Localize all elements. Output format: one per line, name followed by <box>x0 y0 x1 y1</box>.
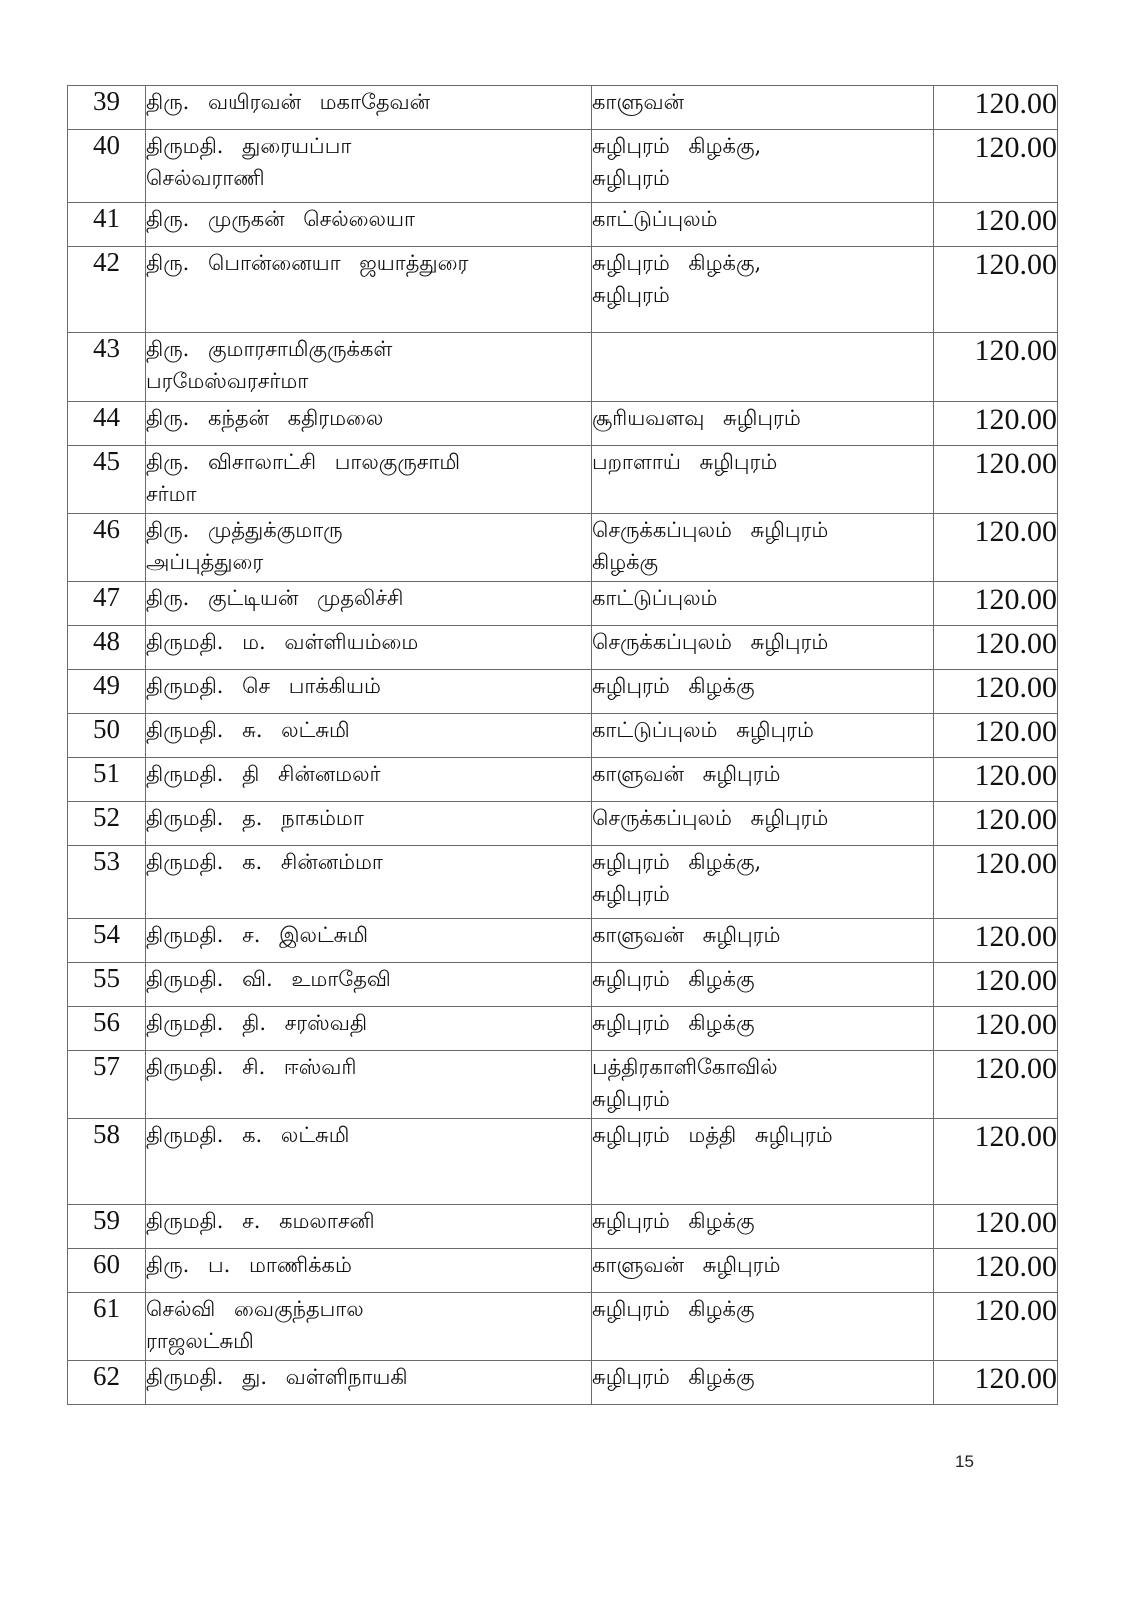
address-cell <box>592 670 934 714</box>
table-row <box>68 963 1058 1007</box>
address-line: செருக்கப்புலம் சுழிபுரம் <box>592 518 829 542</box>
address-line: சுழிபுரம் கிழக்கு, <box>592 850 762 874</box>
address-line: சூரியவளவு சுழிபுரம் <box>592 406 801 430</box>
person-name-line: திருமதி. க. லட்சுமி <box>146 1123 350 1147</box>
address-line: சுழிபுரம் <box>592 882 670 906</box>
person-name-cell <box>146 670 592 714</box>
address-cell <box>592 446 934 514</box>
person-name-cell <box>146 1249 592 1293</box>
amount-cell: 120.00 <box>934 1205 1058 1249</box>
amount-cell: 120.00 <box>934 714 1058 758</box>
amount-cell: 120.00 <box>934 802 1058 846</box>
table-row <box>68 1007 1058 1051</box>
row-number: 47 <box>68 582 146 626</box>
table-row <box>68 1249 1058 1293</box>
address-cell <box>592 402 934 446</box>
person-name-cell <box>146 247 592 333</box>
address-cell <box>592 626 934 670</box>
person-name-line: திருமதி. ச. கமலாசனி <box>146 1209 375 1233</box>
address-line: சுழிபுரம் கிழக்கு <box>592 1297 755 1321</box>
address-line: சுழிபுரம் <box>592 166 670 190</box>
person-name-line: திரு. பொன்னையா ஜயாத்துரை <box>146 251 469 275</box>
person-name-cell <box>146 963 592 1007</box>
person-name-line: திரு. கந்தன் கதிரமலை <box>146 406 384 430</box>
person-name-line: செல்வி வைகுந்தபால <box>146 1297 364 1321</box>
address-line: பத்திரகாளிகோவில் <box>592 1055 778 1079</box>
address-cell <box>592 247 934 333</box>
row-number: 54 <box>68 919 146 963</box>
person-name-cell <box>146 919 592 963</box>
row-number: 56 <box>68 1007 146 1051</box>
table-row <box>68 670 1058 714</box>
address-line: சுழிபுரம் <box>592 1087 670 1111</box>
person-name-cell <box>146 1205 592 1249</box>
address-line: செருக்கப்புலம் சுழிபுரம் <box>592 806 829 830</box>
person-name-line: பரமேஸ்வரசர்மா <box>146 369 309 393</box>
amount-cell: 120.00 <box>934 446 1058 514</box>
address-cell <box>592 1119 934 1205</box>
address-line: சுழிபுரம் கிழக்கு <box>592 1209 755 1233</box>
person-name-cell <box>146 626 592 670</box>
person-name-line: திருமதி. ச. இலட்சுமி <box>146 923 369 947</box>
address-line: காட்டுப்புலம் <box>592 207 718 231</box>
person-name-line: திரு. குட்டியன் முதலிச்சி <box>146 586 404 610</box>
address-cell <box>592 802 934 846</box>
person-name-cell <box>146 802 592 846</box>
amount-cell: 120.00 <box>934 402 1058 446</box>
person-name-cell <box>146 203 592 247</box>
address-cell <box>592 758 934 802</box>
row-number: 45 <box>68 446 146 514</box>
person-name-line: செல்வராணி <box>146 166 265 190</box>
table-row <box>68 1361 1058 1405</box>
address-line: சுழிபுரம் கிழக்கு <box>592 967 755 991</box>
beneficiary-table <box>67 85 1058 1405</box>
address-cell <box>592 1361 934 1405</box>
table-body <box>68 86 1058 1405</box>
address-line: கிழக்கு <box>592 550 659 574</box>
person-name-line: திருமதி. த. நாகம்மா <box>146 806 364 830</box>
person-name-line: திருமதி. செ பாக்கியம் <box>146 674 381 698</box>
person-name-cell <box>146 1051 592 1119</box>
address-line: சுழிபுரம் கிழக்கு <box>592 1011 755 1035</box>
row-number: 51 <box>68 758 146 802</box>
amount-cell: 120.00 <box>934 1361 1058 1405</box>
table-row <box>68 802 1058 846</box>
address-cell <box>592 203 934 247</box>
table-row <box>68 714 1058 758</box>
person-name-cell <box>146 1293 592 1361</box>
address-cell <box>592 582 934 626</box>
row-number: 57 <box>68 1051 146 1119</box>
person-name-cell <box>146 86 592 130</box>
address-line: காட்டுப்புலம் சுழிபுரம் <box>592 718 814 742</box>
row-number: 58 <box>68 1119 146 1205</box>
person-name-cell <box>146 1007 592 1051</box>
person-name-cell <box>146 514 592 582</box>
person-name-line: திரு. முருகன் செல்லையா <box>146 207 415 231</box>
person-name-line: சர்மா <box>146 482 197 506</box>
person-name-line: அப்புத்துரை <box>146 550 264 574</box>
amount-cell: 120.00 <box>934 1119 1058 1205</box>
address-line: காட்டுப்புலம் <box>592 586 718 610</box>
person-name-line: திருமதி. துரையப்பா <box>146 134 352 158</box>
row-number: 53 <box>68 846 146 919</box>
amount-cell: 120.00 <box>934 1249 1058 1293</box>
table-row <box>68 1293 1058 1361</box>
row-number: 40 <box>68 130 146 203</box>
amount-cell: 120.00 <box>934 626 1058 670</box>
address-line: காளுவன் சுழிபுரம் <box>592 923 781 947</box>
amount-cell: 120.00 <box>934 1007 1058 1051</box>
amount-cell: 120.00 <box>934 670 1058 714</box>
person-name-line: திருமதி. சி. ஈஸ்வரி <box>146 1055 357 1079</box>
person-name-cell <box>146 333 592 402</box>
row-number: 48 <box>68 626 146 670</box>
table-row <box>68 446 1058 514</box>
table-row <box>68 582 1058 626</box>
person-name-line: திருமதி. தி சின்னமலர் <box>146 762 381 786</box>
table-row <box>68 919 1058 963</box>
address-cell <box>592 130 934 203</box>
table-row <box>68 1205 1058 1249</box>
address-line: சுழிபுரம் கிழக்கு <box>592 1365 755 1389</box>
address-cell <box>592 714 934 758</box>
person-name-line: திருமதி. து. வள்ளிநாயகி <box>146 1365 408 1389</box>
row-number: 52 <box>68 802 146 846</box>
person-name-line: திரு. வயிரவன் மகாதேவன் <box>146 90 431 114</box>
person-name-line: திருமதி. வி. உமாதேவி <box>146 967 391 991</box>
page-number: 15 <box>955 1452 974 1471</box>
address-cell <box>592 1205 934 1249</box>
person-name-line: திருமதி. சு. லட்சுமி <box>146 718 350 742</box>
row-number: 39 <box>68 86 146 130</box>
person-name-line: திரு. ப. மாணிக்கம் <box>146 1253 352 1277</box>
person-name-cell <box>146 130 592 203</box>
table-row <box>68 1051 1058 1119</box>
person-name-cell <box>146 446 592 514</box>
person-name-line: திரு. முத்துக்குமாரு <box>146 518 343 542</box>
person-name-cell <box>146 402 592 446</box>
address-line: காளுவன் சுழிபுரம் <box>592 1253 781 1277</box>
row-number: 41 <box>68 203 146 247</box>
address-cell <box>592 1007 934 1051</box>
address-line: சுழிபுரம் கிழக்கு, <box>592 251 762 275</box>
address-line: காளுவன் சுழிபுரம் <box>592 762 781 786</box>
table-row <box>68 1119 1058 1205</box>
row-number: 50 <box>68 714 146 758</box>
amount-cell: 120.00 <box>934 582 1058 626</box>
person-name-line: திருமதி. ம. வள்ளியம்மை <box>146 630 419 654</box>
address-line: காளுவன் <box>592 90 684 114</box>
person-name-cell <box>146 714 592 758</box>
address-line: சுழிபுரம் கிழக்கு, <box>592 134 762 158</box>
amount-cell: 120.00 <box>934 203 1058 247</box>
address-cell <box>592 846 934 919</box>
amount-cell: 120.00 <box>934 130 1058 203</box>
amount-cell: 120.00 <box>934 1293 1058 1361</box>
person-name-cell <box>146 846 592 919</box>
address-line: பறாளாய் சுழிபுரம் <box>592 450 778 474</box>
address-cell <box>592 919 934 963</box>
address-cell <box>592 1249 934 1293</box>
address-line: செருக்கப்புலம் சுழிபுரம் <box>592 630 829 654</box>
address-cell <box>592 514 934 582</box>
row-number: 62 <box>68 1361 146 1405</box>
amount-cell: 120.00 <box>934 758 1058 802</box>
row-number: 46 <box>68 514 146 582</box>
person-name-cell <box>146 1119 592 1205</box>
amount-cell: 120.00 <box>934 1051 1058 1119</box>
row-number: 43 <box>68 333 146 402</box>
address-line: சுழிபுரம் மத்தி சுழிபுரம் <box>592 1123 833 1147</box>
table-row <box>68 846 1058 919</box>
row-number: 42 <box>68 247 146 333</box>
row-number: 44 <box>68 402 146 446</box>
table-row <box>68 402 1058 446</box>
address-line: சுழிபுரம் கிழக்கு <box>592 674 755 698</box>
person-name-line: திரு. விசாலாட்சி பாலகுருசாமி <box>146 450 461 474</box>
table-row <box>68 130 1058 203</box>
row-number: 60 <box>68 1249 146 1293</box>
table-row <box>68 758 1058 802</box>
person-name-cell <box>146 1361 592 1405</box>
amount-cell: 120.00 <box>934 919 1058 963</box>
amount-cell: 120.00 <box>934 846 1058 919</box>
address-cell <box>592 333 934 402</box>
amount-cell: 120.00 <box>934 333 1058 402</box>
amount-cell: 120.00 <box>934 86 1058 130</box>
person-name-line: திருமதி. க. சின்னம்மா <box>146 850 383 874</box>
amount-cell: 120.00 <box>934 247 1058 333</box>
amount-cell: 120.00 <box>934 963 1058 1007</box>
amount-cell: 120.00 <box>934 514 1058 582</box>
person-name-cell <box>146 582 592 626</box>
address-cell <box>592 1293 934 1361</box>
person-name-line: திரு. குமாரசாமிகுருக்கள் <box>146 337 393 361</box>
row-number: 49 <box>68 670 146 714</box>
table-row <box>68 86 1058 130</box>
person-name-line: திருமதி. தி. சரஸ்வதி <box>146 1011 368 1035</box>
row-number: 55 <box>68 963 146 1007</box>
address-cell <box>592 86 934 130</box>
row-number: 61 <box>68 1293 146 1361</box>
address-line: சுழிபுரம் <box>592 283 670 307</box>
address-cell <box>592 963 934 1007</box>
row-number: 59 <box>68 1205 146 1249</box>
table-row <box>68 514 1058 582</box>
table-row <box>68 203 1058 247</box>
table-row <box>68 333 1058 402</box>
address-cell <box>592 1051 934 1119</box>
person-name-cell <box>146 758 592 802</box>
person-name-line: ராஜலட்சுமி <box>146 1329 254 1353</box>
table-row <box>68 626 1058 670</box>
table-row <box>68 247 1058 333</box>
